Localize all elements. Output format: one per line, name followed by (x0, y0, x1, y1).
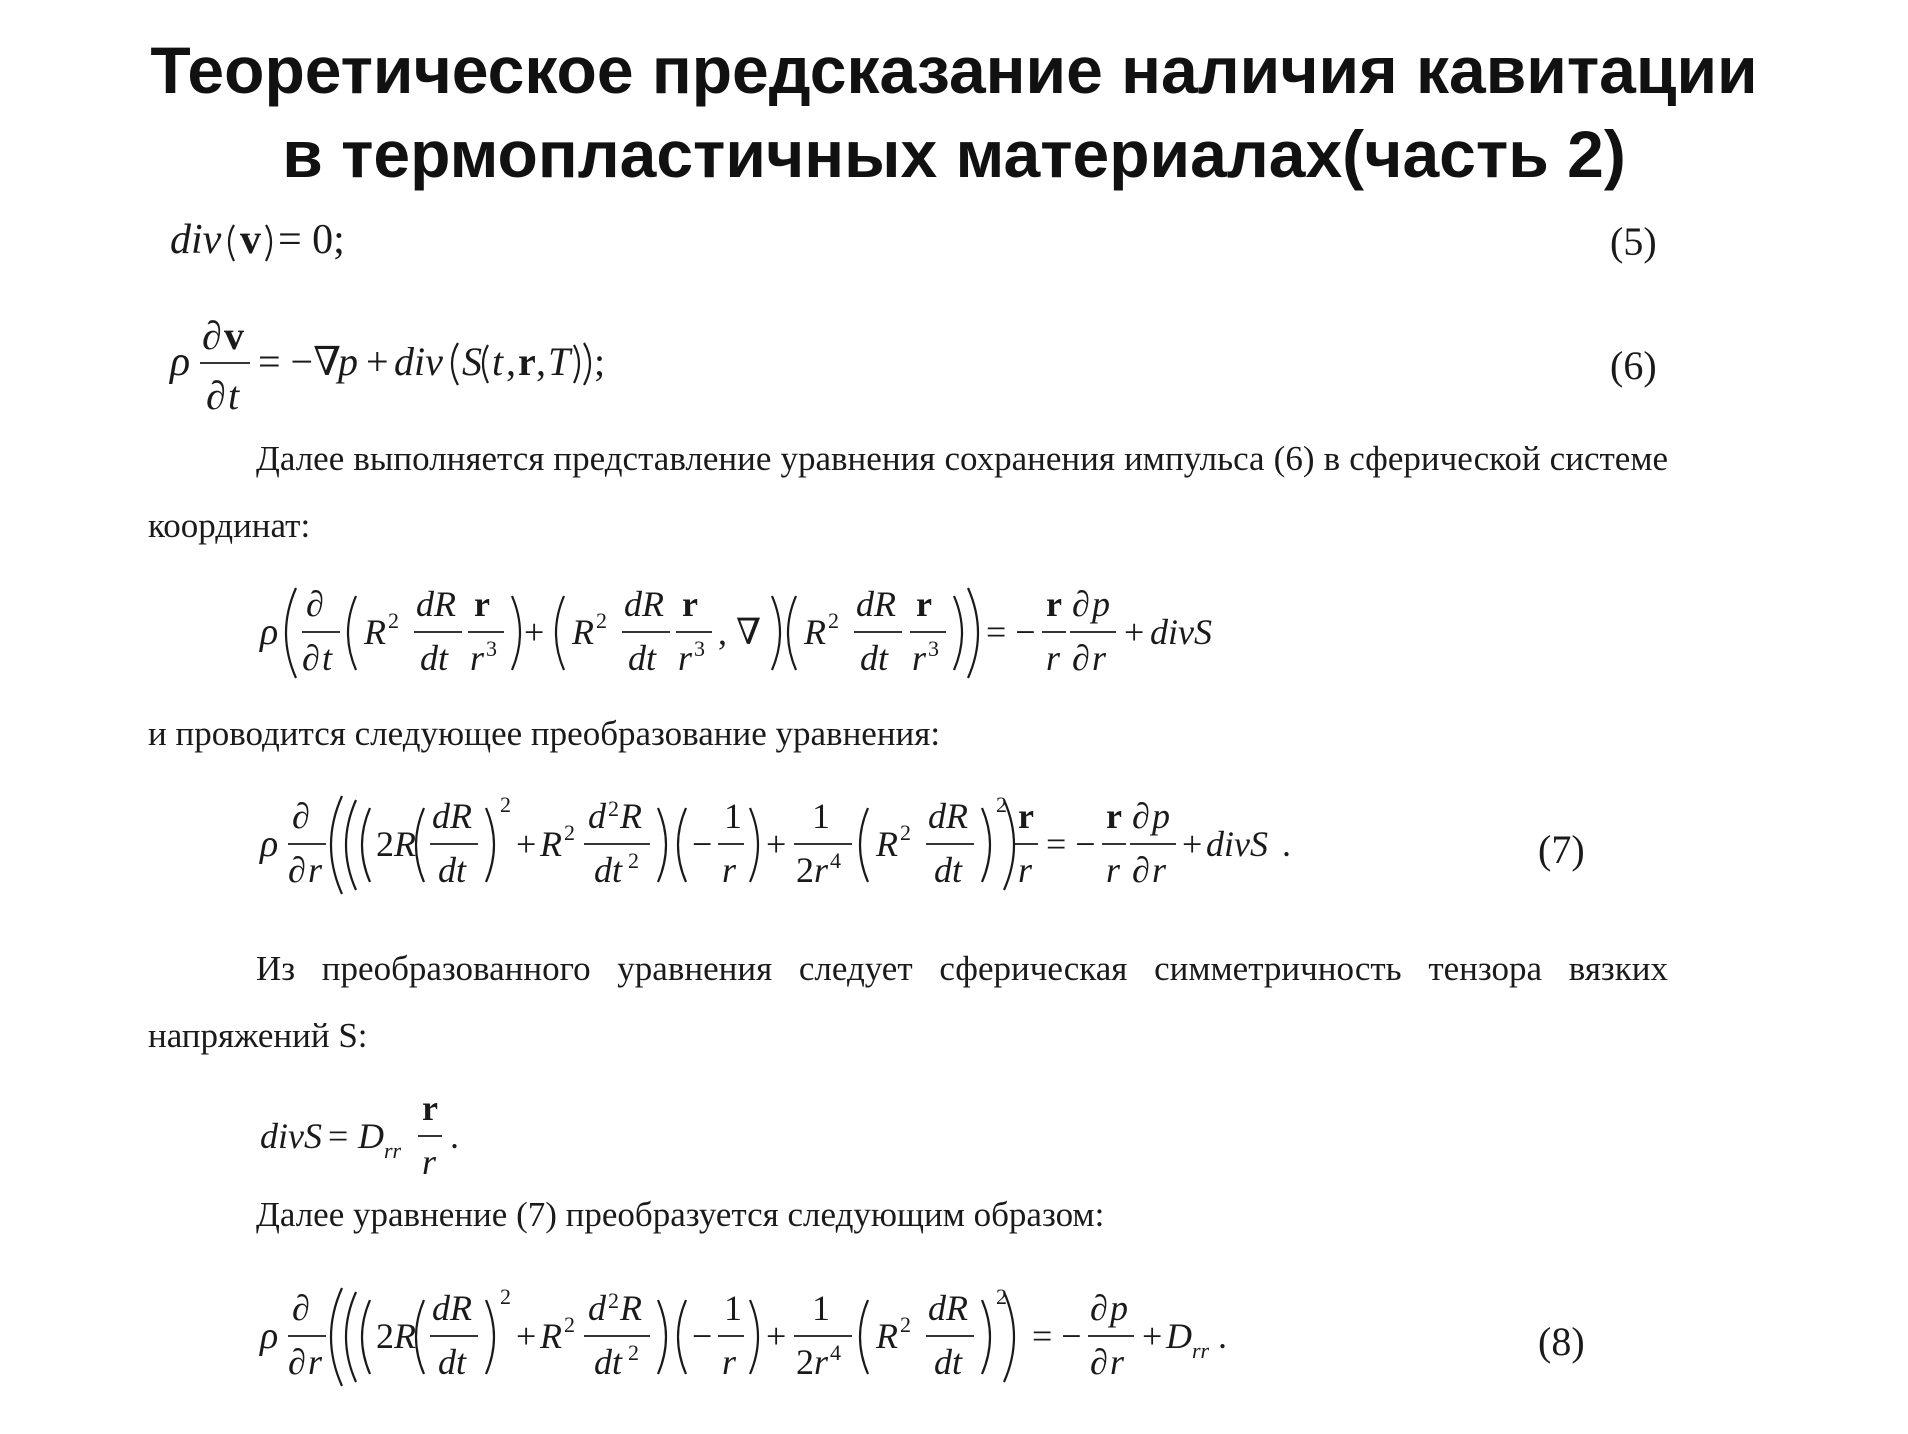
svg-text:r: r (1018, 796, 1034, 836)
equation-5 (170, 205, 390, 275)
equation-6 (170, 305, 650, 425)
svg-text:r: r (308, 1342, 323, 1382)
svg-text:∂: ∂ (1072, 584, 1090, 624)
svg-text:2: 2 (376, 824, 394, 864)
svg-text:4: 4 (830, 848, 841, 873)
svg-text:R: R (620, 796, 642, 836)
svg-text:r: r (722, 1342, 737, 1382)
svg-text:S: S (462, 339, 482, 384)
svg-text:2: 2 (628, 1340, 639, 1365)
svg-text:+: + (516, 824, 537, 864)
svg-text:∂: ∂ (202, 313, 222, 358)
equation-7 (260, 790, 1300, 910)
svg-text:2: 2 (564, 820, 575, 845)
svg-text:R: R (394, 824, 416, 864)
svg-text:R: R (540, 1316, 562, 1356)
svg-text:rr: rr (1192, 1338, 1210, 1363)
svg-text:∂: ∂ (292, 796, 310, 836)
svg-text:r: r (1018, 850, 1033, 890)
svg-text:∂: ∂ (302, 638, 320, 678)
svg-text:ρ: ρ (260, 611, 279, 653)
paragraph-spherical-symmetry (148, 935, 1668, 1069)
svg-text:−: − (692, 1316, 713, 1356)
svg-text:t: t (322, 638, 333, 678)
svg-text:dt: dt (934, 1342, 963, 1382)
svg-text:2: 2 (608, 1288, 619, 1313)
svg-text:;: ; (594, 339, 606, 384)
svg-text:r: r (1046, 638, 1061, 678)
svg-text:v: v (240, 217, 261, 263)
svg-text:d: d (588, 1288, 606, 1328)
svg-text:R: R (804, 612, 826, 652)
svg-text:div: div (394, 339, 443, 384)
svg-text:3: 3 (486, 636, 497, 661)
svg-text:dR: dR (856, 584, 896, 624)
svg-text:+: + (766, 824, 787, 864)
svg-text:+: + (766, 1316, 787, 1356)
svg-text:ρ: ρ (260, 823, 279, 865)
svg-text:= −∇: = −∇ (258, 339, 342, 384)
svg-text:2: 2 (828, 608, 839, 633)
equation-spherical-momentum (260, 578, 1240, 688)
svg-text:1: 1 (724, 1288, 742, 1328)
svg-text:2: 2 (564, 1312, 575, 1337)
svg-text:4: 4 (830, 1340, 841, 1365)
svg-text:divS: divS (1150, 612, 1212, 652)
svg-text:r: r (1106, 850, 1121, 890)
equation-divS (260, 1082, 500, 1192)
svg-text:∂: ∂ (292, 1288, 310, 1328)
svg-text:.: . (1218, 1316, 1227, 1356)
svg-text:+: + (524, 612, 545, 652)
svg-text:dR: dR (624, 584, 664, 624)
svg-text:∂: ∂ (1072, 638, 1090, 678)
svg-text:,: , (506, 339, 516, 384)
svg-text:∂: ∂ (306, 584, 324, 624)
svg-text:dR: dR (432, 796, 472, 836)
svg-text:r: r (422, 1142, 437, 1182)
svg-text:+: + (1124, 612, 1145, 652)
svg-text:2: 2 (388, 608, 399, 633)
text-transformation-intro: и проводится следующее преобразование уравнения: (148, 714, 941, 753)
svg-text:+: + (1182, 824, 1203, 864)
svg-text:R: R (364, 612, 386, 652)
slide-title (0, 28, 1908, 196)
svg-text:T: T (548, 339, 571, 384)
svg-text:=: = (328, 1116, 349, 1156)
svg-text:r: r (1152, 850, 1167, 890)
svg-text:R: R (876, 824, 898, 864)
svg-text:∂: ∂ (1090, 1288, 1108, 1328)
svg-text:r: r (470, 638, 485, 678)
svg-text:2: 2 (628, 848, 639, 873)
svg-text:D: D (1166, 1316, 1192, 1356)
paragraph-spherical-coordinates (148, 425, 1668, 559)
svg-text:2: 2 (796, 850, 814, 890)
svg-text:ρ: ρ (260, 1315, 279, 1357)
paragraph-3-text: Из преобразованного уравнения следует сферическая симметричность тензора вязких напряжений S: (148, 949, 1668, 1055)
svg-text:R: R (876, 1316, 898, 1356)
svg-text:dt: dt (438, 1342, 467, 1382)
svg-text:1: 1 (724, 796, 742, 836)
svg-text:2: 2 (900, 1312, 911, 1337)
svg-text:dR: dR (432, 1288, 472, 1328)
svg-text:r: r (722, 850, 737, 890)
equation-5-number: (5) (1610, 219, 1657, 264)
svg-text:r: r (1046, 584, 1062, 624)
svg-text:r: r (1092, 638, 1107, 678)
svg-text:R: R (620, 1288, 642, 1328)
svg-text:= 0;: = 0; (278, 217, 345, 263)
equation-8-number: (8) (1538, 1319, 1585, 1364)
svg-text:, ∇: , ∇ (718, 612, 762, 652)
equation-7-number: (7) (1538, 827, 1585, 872)
title-line-1: Теоретическое предсказание наличия кавитации (150, 33, 1758, 107)
svg-text:−: − (692, 824, 713, 864)
svg-text:2: 2 (608, 796, 619, 821)
svg-text:r: r (814, 1342, 829, 1382)
svg-text:rr: rr (384, 1138, 402, 1163)
svg-text:r: r (678, 638, 693, 678)
svg-text:D: D (358, 1116, 384, 1156)
svg-text:∂: ∂ (288, 1342, 306, 1382)
svg-text:,: , (536, 339, 546, 384)
svg-text:∂: ∂ (1132, 796, 1150, 836)
svg-text:.: . (450, 1116, 459, 1156)
svg-text:2: 2 (996, 1284, 1007, 1309)
svg-text:r: r (422, 1088, 438, 1128)
svg-text:t: t (492, 339, 504, 384)
svg-text:2: 2 (376, 1316, 394, 1356)
svg-text:3: 3 (928, 636, 939, 661)
svg-text:r: r (1106, 796, 1122, 836)
svg-text:2: 2 (996, 792, 1007, 817)
svg-text:r: r (308, 850, 323, 890)
svg-text:dR: dR (928, 1288, 968, 1328)
svg-text:dR: dR (416, 584, 456, 624)
svg-text:2: 2 (900, 820, 911, 845)
svg-text:= −: = − (986, 612, 1036, 652)
svg-text:R: R (572, 612, 594, 652)
svg-text:r: r (1110, 1342, 1125, 1382)
svg-text:2: 2 (500, 792, 511, 817)
svg-text:r: r (518, 339, 536, 384)
svg-text:∂: ∂ (206, 373, 226, 418)
text-equation-7-transform: Далее уравнение (7) преобразуется следующим образом: (256, 1195, 1105, 1234)
svg-text:3: 3 (694, 636, 705, 661)
svg-text:1: 1 (812, 796, 830, 836)
svg-text:2: 2 (596, 608, 607, 633)
svg-text:∂: ∂ (1090, 1342, 1108, 1382)
svg-text:dt: dt (594, 850, 623, 890)
svg-text:r: r (474, 584, 490, 624)
svg-text:.: . (1282, 824, 1291, 864)
paragraph-1-text: Далее выполняется представление уравнения сохранения импульса (6) в сферической системе координат: (148, 439, 1668, 545)
svg-text:+: + (1142, 1316, 1163, 1356)
svg-text:r: r (814, 850, 829, 890)
svg-text:∂: ∂ (1132, 850, 1150, 890)
equation-6-number: (6) (1610, 343, 1657, 388)
svg-text:p: p (1092, 584, 1110, 624)
svg-text:p: p (338, 339, 358, 384)
svg-text:+: + (366, 339, 389, 384)
equation-8 (260, 1282, 1240, 1402)
svg-text:r: r (916, 584, 932, 624)
svg-text:div: div (170, 217, 222, 263)
svg-text:1: 1 (812, 1288, 830, 1328)
svg-text:r: r (912, 638, 927, 678)
svg-text:dt: dt (438, 850, 467, 890)
svg-text:ρ: ρ (170, 339, 191, 385)
svg-text:R: R (540, 824, 562, 864)
svg-text:divS: divS (260, 1116, 322, 1156)
svg-text:v: v (224, 313, 244, 358)
svg-text:dt: dt (934, 850, 963, 890)
svg-text:R: R (394, 1316, 416, 1356)
svg-text:= −: = − (1032, 1316, 1082, 1356)
svg-text:d: d (588, 796, 606, 836)
svg-text:+: + (516, 1316, 537, 1356)
svg-text:2: 2 (796, 1342, 814, 1382)
svg-text:r: r (682, 584, 698, 624)
svg-text:dt: dt (594, 1342, 623, 1382)
svg-text:2: 2 (500, 1284, 511, 1309)
svg-text:dR: dR (928, 796, 968, 836)
svg-text:dt: dt (860, 638, 889, 678)
svg-text:divS: divS (1206, 824, 1268, 864)
svg-text:dt: dt (420, 638, 449, 678)
svg-text:dt: dt (628, 638, 657, 678)
svg-text:p: p (1110, 1288, 1128, 1328)
svg-text:t: t (228, 373, 240, 418)
title-line-2: в термопластичных материалах(часть 2) (282, 117, 1626, 191)
svg-text:= −: = − (1046, 824, 1096, 864)
svg-text:p: p (1152, 796, 1170, 836)
svg-text:∂: ∂ (288, 850, 306, 890)
